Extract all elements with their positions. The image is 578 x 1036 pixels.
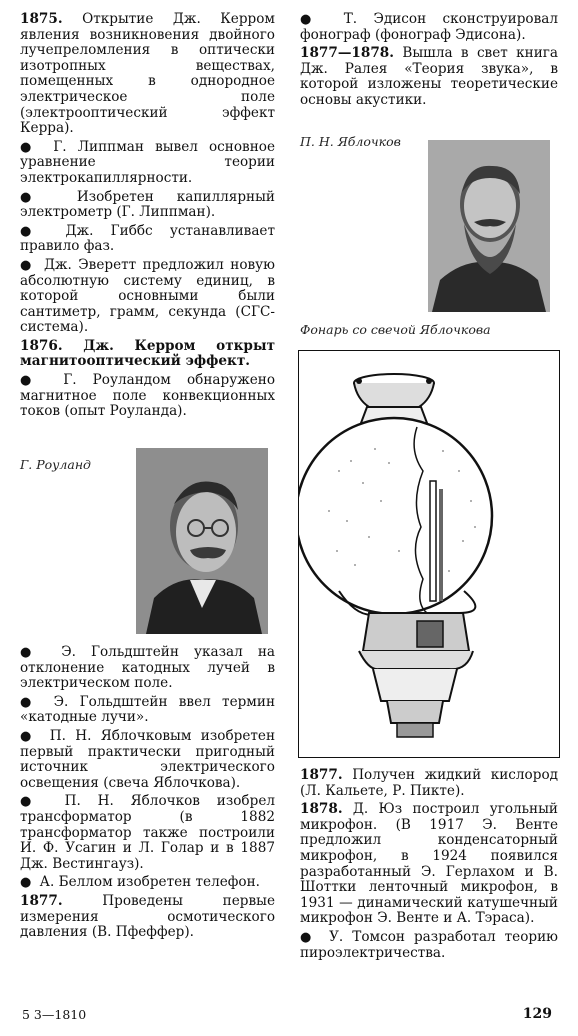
entry-lippmann-theory xyxy=(20,140,275,187)
entry-text: У. Томсон разработал теорию пироэлектричества. xyxy=(300,928,559,961)
bullet-icon: ● xyxy=(20,373,44,389)
bullet-icon: ● xyxy=(20,875,32,891)
year-label: 1878. xyxy=(300,801,343,818)
entry-rayleigh-sound xyxy=(300,46,558,108)
portrait-rowland xyxy=(136,448,268,634)
entry-text: П. Н. Яблочков изобрел трансформатор (в 1882 трансформатор также построили И. Ф. Усагин и Л. Голар и в 1887 Дж. Вестингауз). xyxy=(20,793,275,872)
bullet-icon: ● xyxy=(20,645,43,660)
entry-text: П. Н. Яблочковым изобретен первый практически пригодный источник электрического освещения (свеча Яблочкова). xyxy=(20,727,276,791)
bullet-icon: ● xyxy=(20,257,34,273)
entry-everett xyxy=(20,258,275,336)
entry-text: Дж. Керром открыт магнитооптический эффект. xyxy=(20,337,275,370)
rowland-photo-icon xyxy=(136,448,268,634)
caption-rowland: Г. Роуланд xyxy=(20,457,91,472)
entry-text: Дж. Эверетт предложил новую абсолютную систему единиц, в которой основными были сантиметр, грамм, секунда (СГС-система). xyxy=(20,256,275,336)
right-column-bottom xyxy=(300,768,558,964)
printer-signature: 5 3—1810 xyxy=(22,1007,87,1022)
entry-gibbs xyxy=(20,224,275,255)
year-label: 1877—1878. xyxy=(300,45,394,62)
entry-text: Д. Юз построил угольный микрофон. (В 1917 Э. Венте предложил конденсаторный микрофон, в 1924 появился разработанный Э. Герлахом и В. Шоттки ленточный микрофон, в 1931 — динамический катушечный микрофон Э. Венте и А. Тэраса). xyxy=(300,801,558,927)
entry-bell-telephone xyxy=(20,875,275,891)
entry-text: Открытие Дж. Керром явления возникновения двойного лучепреломления в оптически изотропных веществах, помещенных в однородное электрическое поле (электрооптический эффект Керра). xyxy=(20,11,275,137)
entry-text: Дж. Гиббс устанавливает правило фаз. xyxy=(20,222,275,255)
left-column-bottom xyxy=(20,645,275,944)
year-label: 1877. xyxy=(20,892,63,909)
bullet-icon: ● xyxy=(300,12,324,27)
entry-yablochkov-candle xyxy=(20,729,275,791)
lamp-figure xyxy=(298,350,560,758)
bullet-icon: ● xyxy=(300,929,317,945)
year-label: 1876. xyxy=(20,337,63,354)
entry-text: А. Беллом изобретен телефон. xyxy=(35,874,260,891)
entry-1877-osmotic xyxy=(20,894,275,941)
entry-text: Получен жидкий кислород (Л. Кальете, Р. Пикте). xyxy=(300,767,558,799)
portrait-yablochkov xyxy=(428,140,550,312)
entry-1875-kerr xyxy=(20,12,275,137)
entry-goldstein-deflection xyxy=(20,645,275,692)
bullet-icon: ● xyxy=(20,728,37,744)
entry-text: Г. Роуландом обнаружено магнитное поле конвекционных токов (опыт Роуланда). xyxy=(20,372,276,420)
entry-1876-kerr xyxy=(20,339,275,370)
entry-text: Т. Эдисон сконструировал фонограф (фонограф Эдисона). xyxy=(300,11,559,43)
entry-yablochkov-transformer xyxy=(20,794,275,872)
entry-text: Проведены первые измерения осмотического давления (В. Пфеффер). xyxy=(20,892,275,941)
page-number: 129 xyxy=(522,1006,552,1022)
entry-edison-phonograph xyxy=(300,12,558,43)
entry-rowland xyxy=(20,373,275,420)
entry-text: Г. Липпман вывел основное уравнение теории электрокапиллярности. xyxy=(20,138,275,186)
entry-text: Э. Гольдштейн ввел термин «катодные лучи». xyxy=(20,693,276,726)
entry-1877-oxygen xyxy=(300,768,558,799)
bullet-icon: ● xyxy=(20,223,45,239)
entry-1878-microphone xyxy=(300,802,558,927)
entry-thomson-pyro xyxy=(300,930,558,961)
yablochkov-lamp-icon xyxy=(299,351,558,756)
right-column xyxy=(300,12,558,112)
year-label: 1875. xyxy=(20,11,63,27)
entry-capillary-electrometer xyxy=(20,190,275,221)
left-column xyxy=(20,12,275,423)
bullet-icon: ● xyxy=(20,139,39,155)
bullet-icon: ● xyxy=(20,189,50,205)
caption-lamp: Фонарь со свечой Яблочкова xyxy=(300,322,491,337)
entry-text: Изобретен капиллярный электрометр (Г. Липпман). xyxy=(20,188,275,221)
bullet-icon: ● xyxy=(20,694,39,710)
entry-text: Вышла в свет книга Дж. Ралея «Теория звука», в которой изложены теоретические основы акустики. xyxy=(300,45,558,108)
caption-yablochkov: П. Н. Яблочков xyxy=(300,134,401,149)
entry-goldstein-term xyxy=(20,695,275,726)
entry-text: Э. Гольдштейн указал на отклонение катодных лучей в электрическом поле. xyxy=(20,644,275,692)
bullet-icon: ● xyxy=(20,794,44,810)
year-label: 1877. xyxy=(300,767,343,783)
yablochkov-photo-icon xyxy=(428,140,550,312)
